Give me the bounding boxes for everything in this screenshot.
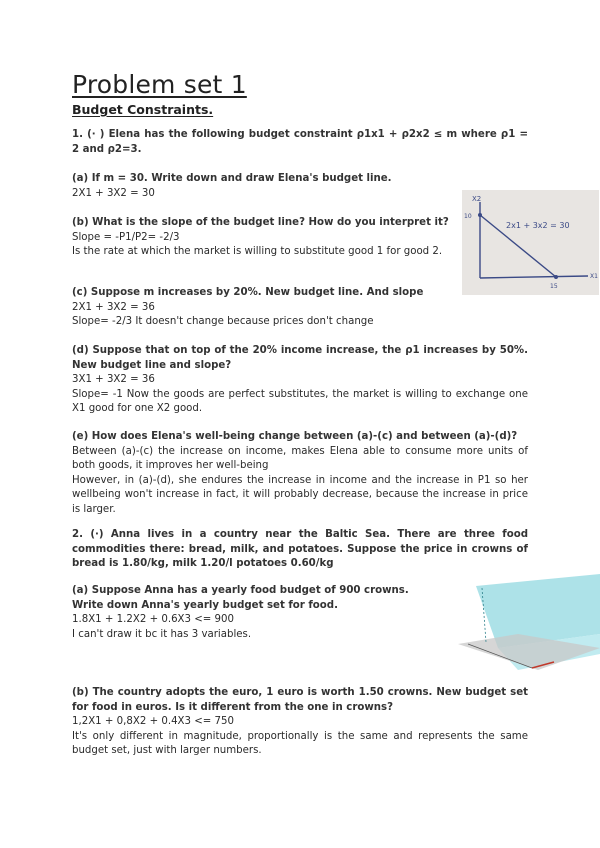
q2-a-answer-2: I can't draw it bc it has 3 variables. xyxy=(72,628,252,640)
q2-b-answer-1: 1,2X1 + 0,8X2 + 0.4X3 <= 750 xyxy=(72,716,235,728)
q1-c-answer-1: 2X1 + 3X2 = 36 xyxy=(72,301,155,313)
q1-d-answer-1: 3X1 + 3X2 = 36 xyxy=(72,374,155,386)
budget-line-sketch xyxy=(462,190,599,295)
sketch-equation: 2x1 + 3x2 = 30 xyxy=(506,221,570,230)
sketch-y-intercept xyxy=(478,213,482,217)
sketch-x-tick: 15 xyxy=(550,283,558,290)
sketch-y-label: X2 xyxy=(472,195,482,203)
budget-plane-graphic xyxy=(458,574,600,678)
q1-part-c xyxy=(72,286,456,330)
page-title: Problem set 1 xyxy=(72,70,247,99)
q1-c-question: (c) Suppose m increases by 20%. New budget line. And slope xyxy=(72,287,424,298)
q2-a-answer-1: 1.8X1 + 1.2X2 + 0.6X3 <= 900 xyxy=(72,614,235,626)
q1-a-question: (a) If m = 30. Write down and draw Elena's budget line. xyxy=(72,173,392,184)
q1-part-a xyxy=(72,172,452,201)
hand-drawn-budget-line-photo xyxy=(462,190,599,295)
q2-b-answer-2: It's only different in magnitude, proportionally is the same and represents the same budget set, just with larger numbers. xyxy=(72,730,528,757)
q2-part-a xyxy=(72,584,456,642)
q2-a-question-1: (a) Suppose Anna has a yearly food budget of 900 crowns. xyxy=(72,585,409,596)
3d-budget-plane-plot xyxy=(458,574,600,678)
sketch-y-tick: 10 xyxy=(464,213,472,220)
q2-a-question-2: Write down Anna's yearly budget set for food. xyxy=(72,599,338,611)
q2-intro: 2. (∙) Anna lives in a country near the Baltic Sea. There are three food commodities there: bread, milk, and potatoes. Suppose the price in crowns of bread is 1.80/kg, milk 1.20/l potatoes 0.60/kg xyxy=(72,529,528,570)
q2-part-b xyxy=(72,686,528,759)
q1-intro: 1. (∙ ) Elena has the following budget constraint ρ1x1 + ρ2x2 ≤ m where ρ1 = 2 and ρ2=3. xyxy=(72,129,528,155)
q1-part-e xyxy=(72,430,528,518)
q1-b-question: (b) What is the slope of the budget line? How do you interpret it? xyxy=(72,217,449,228)
q2-b-question: (b) The country adopts the euro, 1 euro is worth 1.50 crowns. New budget set for food in euros. Is it different from the one in crowns? xyxy=(72,687,528,713)
sketch-x-intercept xyxy=(554,275,558,279)
q1-e-answer-1: Between (a)-(c) the increase on income, makes Elena able to consume more units of both goods, it improves her well-being xyxy=(72,445,528,472)
q1-e-answer-2: However, in (a)-(d), she endures the increase in income and the increase in P1 so her wellbeing won't increase in fact, it will probably decrease, because the increase in price is larger. xyxy=(72,474,528,515)
q1-part-b xyxy=(72,216,456,260)
q1-a-answer: 2X1 + 3X2 = 30 xyxy=(72,187,155,199)
section-subtitle: Budget Constraints. xyxy=(72,102,214,117)
q1-part-d xyxy=(72,344,528,417)
q1-b-answer-2: Is the rate at which the market is willing to substitute good 1 for good 2. xyxy=(72,246,443,258)
q1-d-question: (d) Suppose that on top of the 20% income increase, the ρ1 increases by 50%. New budget line and slope? xyxy=(72,345,528,371)
q1-c-answer-2: Slope= -2/3 It doesn't change because prices don't change xyxy=(72,316,374,328)
sketch-x-label: X1 xyxy=(590,273,598,280)
q1-d-answer-2: Slope= -1 Now the goods are perfect substitutes, the market is willing to exchange one X1 good for one X2 good. xyxy=(72,388,528,415)
q1-b-answer-1: Slope = -P1/P2= -2/3 xyxy=(72,231,180,243)
q1-e-question: (e) How does Elena's well-being change between (a)-(c) and between (a)-(d)? xyxy=(72,431,518,442)
